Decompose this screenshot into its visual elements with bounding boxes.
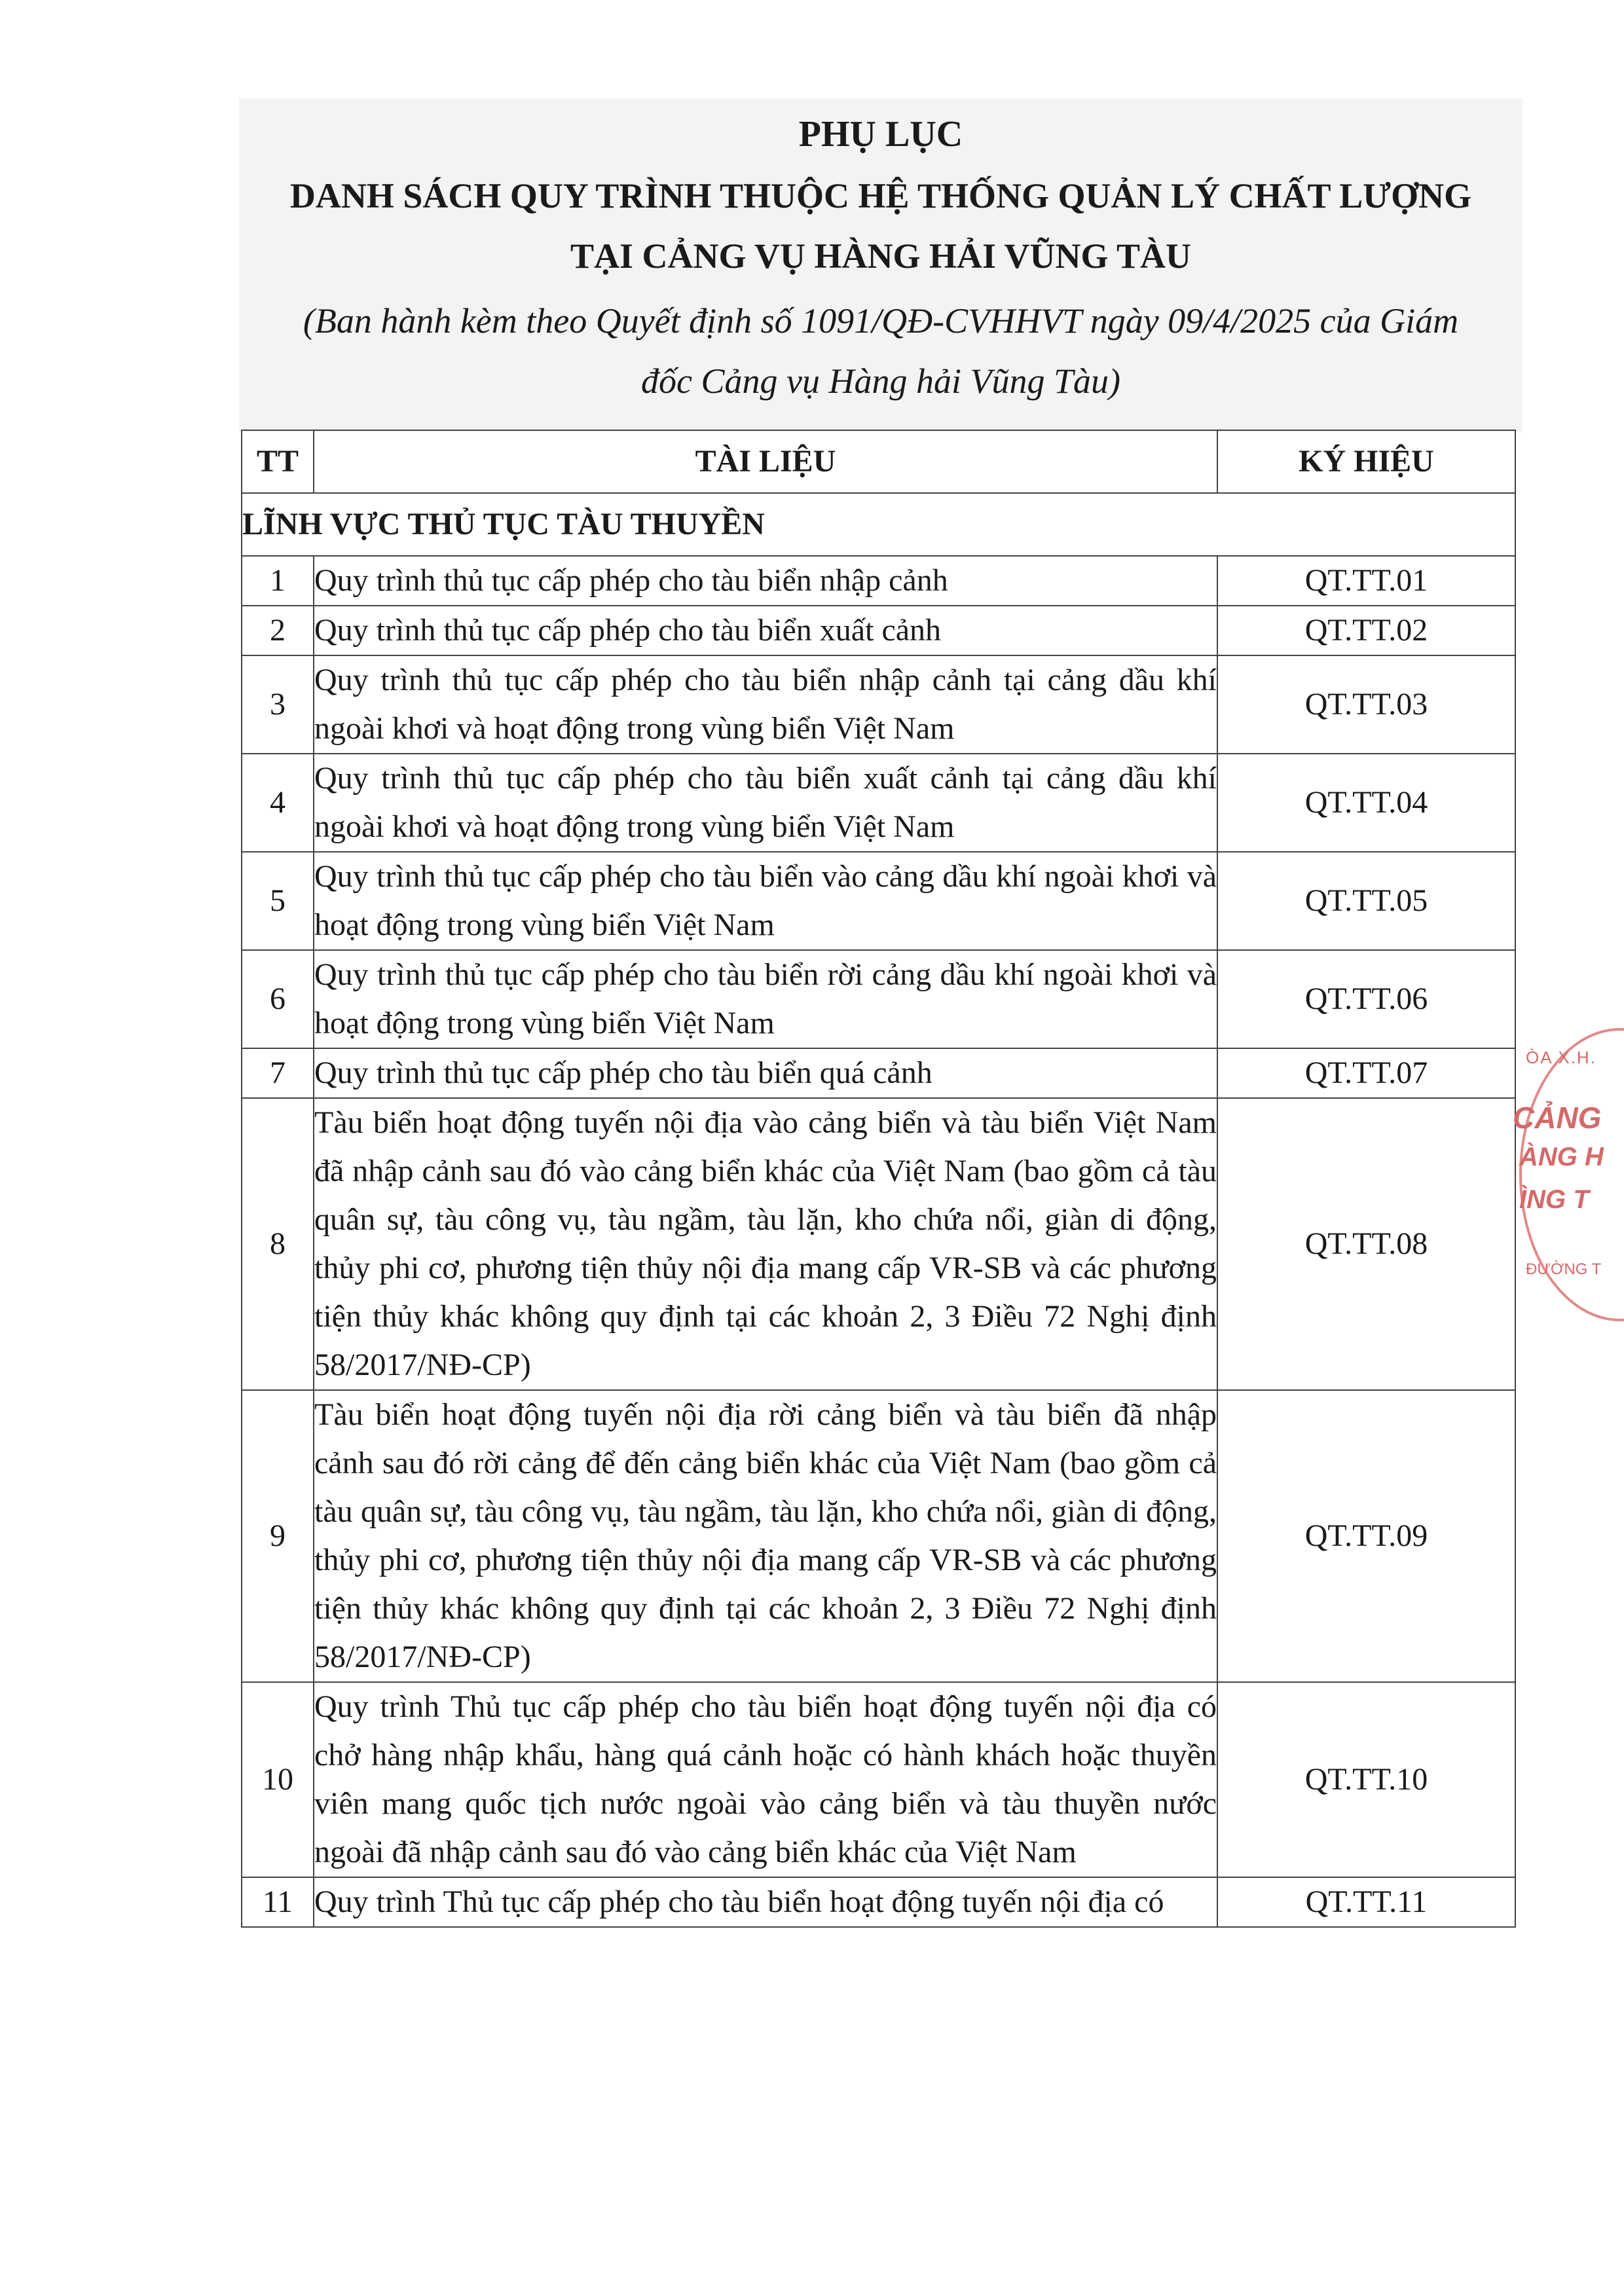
- seal-text-5: ĐƯỜNG T: [1526, 1260, 1602, 1278]
- section-title: LĨNH VỰC THỦ TỤC TÀU THUYỀN: [242, 493, 1515, 556]
- row-code: QT.TT.02: [1217, 606, 1515, 655]
- row-code: QT.TT.04: [1217, 754, 1515, 852]
- row-code: QT.TT.05: [1217, 852, 1515, 950]
- row-document-name: Quy trình thủ tục cấp phép cho tàu biển nhập cảnh: [314, 556, 1217, 606]
- seal-text-4: ÌNG T: [1519, 1185, 1589, 1214]
- row-code: QT.TT.03: [1217, 655, 1515, 754]
- row-code: QT.TT.11: [1217, 1877, 1515, 1927]
- row-code: QT.TT.01: [1217, 556, 1515, 606]
- row-document-name: Quy trình thủ tục cấp phép cho tàu biển nhập cảnh tại cảng dầu khí ngoài khơi và hoạt động trong vùng biển Việt Nam: [314, 655, 1217, 754]
- row-document-name: Quy trình thủ tục cấp phép cho tàu biển rời cảng dầu khí ngoài khơi và hoạt động trong vùng biển Việt Nam: [314, 950, 1217, 1048]
- row-code: QT.TT.06: [1217, 950, 1515, 1048]
- list-title-line2: TẠI CẢNG VỤ HÀNG HẢI VŨNG TÀU: [570, 236, 1192, 276]
- row-document-name: Quy trình thủ tục cấp phép cho tàu biển xuất cảnh: [314, 606, 1217, 655]
- row-document-name: Quy trình thủ tục cấp phép cho tàu biển quá cảnh: [314, 1048, 1217, 1098]
- table-row: [242, 655, 1515, 754]
- row-number: 5: [242, 852, 314, 950]
- seal-text-2: CẢNG: [1513, 1101, 1602, 1135]
- row-number: 4: [242, 754, 314, 852]
- seal-text-3: ÀNG H: [1519, 1143, 1604, 1171]
- row-code: QT.TT.09: [1217, 1390, 1515, 1682]
- list-title-line1: DANH SÁCH QUY TRÌNH THUỘC HỆ THỐNG QUẢN LÝ CHẤT LƯỢNG: [289, 176, 1472, 215]
- issuance-note: [239, 291, 1522, 411]
- table-row: [242, 1048, 1515, 1098]
- seal-text-1: ÒA X.H.: [1526, 1048, 1596, 1067]
- table-row: [242, 556, 1515, 606]
- header-tt: TT: [242, 430, 314, 493]
- row-number: 7: [242, 1048, 314, 1098]
- row-number: 11: [242, 1877, 314, 1927]
- row-number: 6: [242, 950, 314, 1048]
- row-document-name: Quy trình Thủ tục cấp phép cho tàu biển hoạt động tuyến nội địa có chở hàng nhập khẩu, hàng quá cảnh hoặc có hành khách hoặc thuyền viên mang quốc tịch nước ngoài vào cảng biển và tàu thuyền nước ngoài đã nhập cảnh sau đó vào cảng biển khác của Việt Nam: [314, 1682, 1217, 1877]
- row-document-name: Quy trình thủ tục cấp phép cho tàu biển xuất cảnh tại cảng dầu khí ngoài khơi và hoạt động trong vùng biển Việt Nam: [314, 754, 1217, 852]
- row-code: QT.TT.07: [1217, 1048, 1515, 1098]
- header-code: KÝ HIỆU: [1217, 430, 1515, 493]
- red-seal-stamp: [1506, 1021, 1624, 1329]
- row-document-name: Tàu biển hoạt động tuyến nội địa vào cảng biển và tàu biển Việt Nam đã nhập cảnh sau đó vào cảng biển khác của Việt Nam (bao gồm cả tàu quân sự, tàu công vụ, tàu ngầm, tàu lặn, kho chứa nổi, giàn di động, thủy phi cơ, phương tiện thủy nội địa mang cấp VR-SB và các phương tiện thủy khác không quy định tại các khoản 2, 3 Điều 72 Nghị định 58/2017/NĐ-CP): [314, 1098, 1217, 1390]
- table-header-row: [242, 430, 1515, 493]
- row-number: 2: [242, 606, 314, 655]
- issuance-note-line1: (Ban hành kèm theo Quyết định số 1091/QĐ-CVHHVT ngày 09/4/2025 của Giám: [303, 301, 1459, 340]
- document-header: [239, 105, 1522, 411]
- row-number: 9: [242, 1390, 314, 1682]
- table-row: [242, 1682, 1515, 1877]
- row-document-name: Quy trình thủ tục cấp phép cho tàu biển vào cảng dầu khí ngoài khơi và hoạt động trong vùng biển Việt Nam: [314, 852, 1217, 950]
- row-document-name: Tàu biển hoạt động tuyến nội địa rời cảng biển và tàu biển đã nhập cảnh sau đó rời cảng để đến cảng biển khác của Việt Nam (bao gồm cả tàu quân sự, tàu công vụ, tàu ngầm, tàu lặn, kho chứa nổi, giàn di động, thủy phi cơ, phương tiện thủy nội địa mang cấp VR-SB và các phương tiện thủy khác không quy định tại các khoản 2, 3 Điều 72 Nghị định 58/2017/NĐ-CP): [314, 1390, 1217, 1682]
- header-document: TÀI LIỆU: [314, 430, 1217, 493]
- row-number: 8: [242, 1098, 314, 1390]
- section-row: [242, 493, 1515, 556]
- procedure-table: [241, 430, 1516, 1928]
- row-number: 10: [242, 1682, 314, 1877]
- table-row: [242, 1877, 1515, 1927]
- row-number: 1: [242, 556, 314, 606]
- table-row: [242, 852, 1515, 950]
- row-code: QT.TT.10: [1217, 1682, 1515, 1877]
- appendix-title: PHỤ LỤC: [798, 114, 963, 155]
- issuance-note-line2: đốc Cảng vụ Hàng hải Vũng Tàu): [641, 361, 1120, 401]
- row-code: QT.TT.08: [1217, 1098, 1515, 1390]
- table-row: [242, 1390, 1515, 1682]
- row-document-name: Quy trình Thủ tục cấp phép cho tàu biển hoạt động tuyến nội địa có: [314, 1877, 1217, 1927]
- row-number: 3: [242, 655, 314, 754]
- table-row: [242, 1098, 1515, 1390]
- table-row: [242, 606, 1515, 655]
- table-row: [242, 754, 1515, 852]
- table-row: [242, 950, 1515, 1048]
